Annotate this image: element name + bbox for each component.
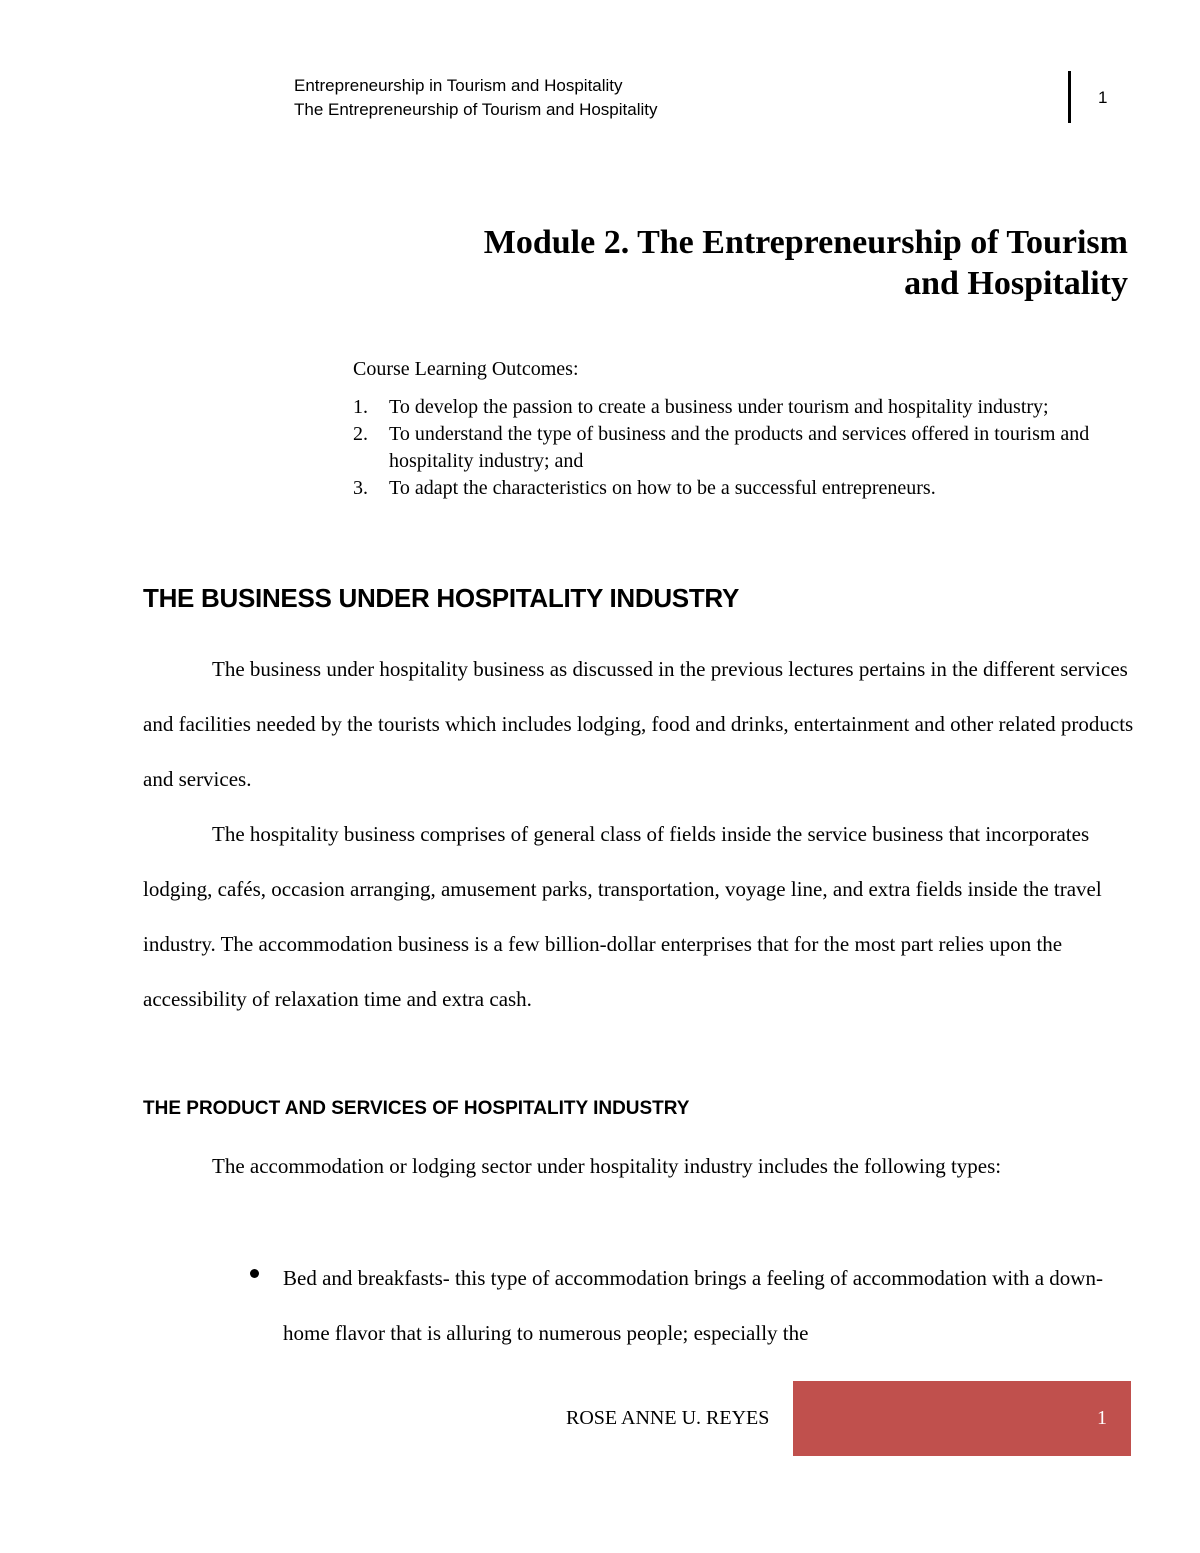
section-body-business: [143, 642, 1138, 1027]
outcome-number: 1.: [353, 396, 368, 418]
header-divider: [1068, 71, 1071, 123]
header-page-number: 1: [1098, 88, 1108, 107]
footer-page-box: [793, 1381, 1131, 1456]
paragraph: The business under hospitality business as discussed in the previous lectures pertains in the different services and facilities needed by the tourists which includes lodging, food and drinks, entertainment and other related products and services.: [143, 657, 1134, 791]
outcomes-list: [353, 394, 1143, 502]
outcomes-heading: Course Learning Outcomes:: [353, 358, 579, 380]
running-header: [294, 74, 657, 122]
outcome-text: To understand the type of business and the products and services offered in tourism and hospitality industry; and: [389, 423, 1090, 472]
outcome-number: 3.: [353, 477, 368, 499]
paragraph: The accommodation or lodging sector under hospitality industry includes the following types:: [212, 1154, 1002, 1178]
outcome-number: 2.: [353, 423, 368, 445]
header-course-title: Entrepreneurship in Tourism and Hospitality: [294, 76, 623, 95]
outcome-item: [353, 475, 1143, 502]
outcome-item: [353, 421, 1143, 475]
paragraph: The hospitality business comprises of general class of fields inside the service business that incorporates lodging, cafés, occasion arranging, amusement parks, transportation, voyage line, and extra fields inside the travel industry. The accommodation business is a few billion-dollar enterprises that for the most part relies upon the accessibility of relaxation time and extra cash.: [143, 822, 1102, 1011]
page-title-line-1: Module 2. The Entrepreneurship of Tourism: [483, 224, 1128, 261]
section-heading-business: THE BUSINESS UNDER HOSPITALITY INDUSTRY: [143, 583, 739, 613]
footer-author: ROSE ANNE U. REYES: [566, 1407, 770, 1429]
bullet-item: Bed and breakfasts- this type of accommodation brings a feeling of accommodation with a down-home flavor that is alluring to numerous people; especially the: [283, 1266, 1103, 1345]
outcome-text: To develop the passion to create a business under tourism and hospitality industry;: [389, 396, 1049, 418]
outcome-item: [353, 394, 1143, 421]
bullet-icon: [250, 1269, 259, 1278]
section-body-products: [143, 1139, 1138, 1194]
section-heading-products: THE PRODUCT AND SERVICES OF HOSPITALITY INDUSTRY: [143, 1098, 690, 1119]
outcome-text: To adapt the characteristics on how to be a successful entrepreneurs.: [389, 477, 936, 499]
header-module-title: The Entrepreneurship of Tourism and Hospitality: [294, 100, 658, 119]
page-title-line-2: and Hospitality: [904, 265, 1128, 302]
page-title: [368, 222, 1128, 304]
learning-outcomes: [353, 356, 1143, 502]
footer-page-number: 1: [1097, 1407, 1107, 1429]
